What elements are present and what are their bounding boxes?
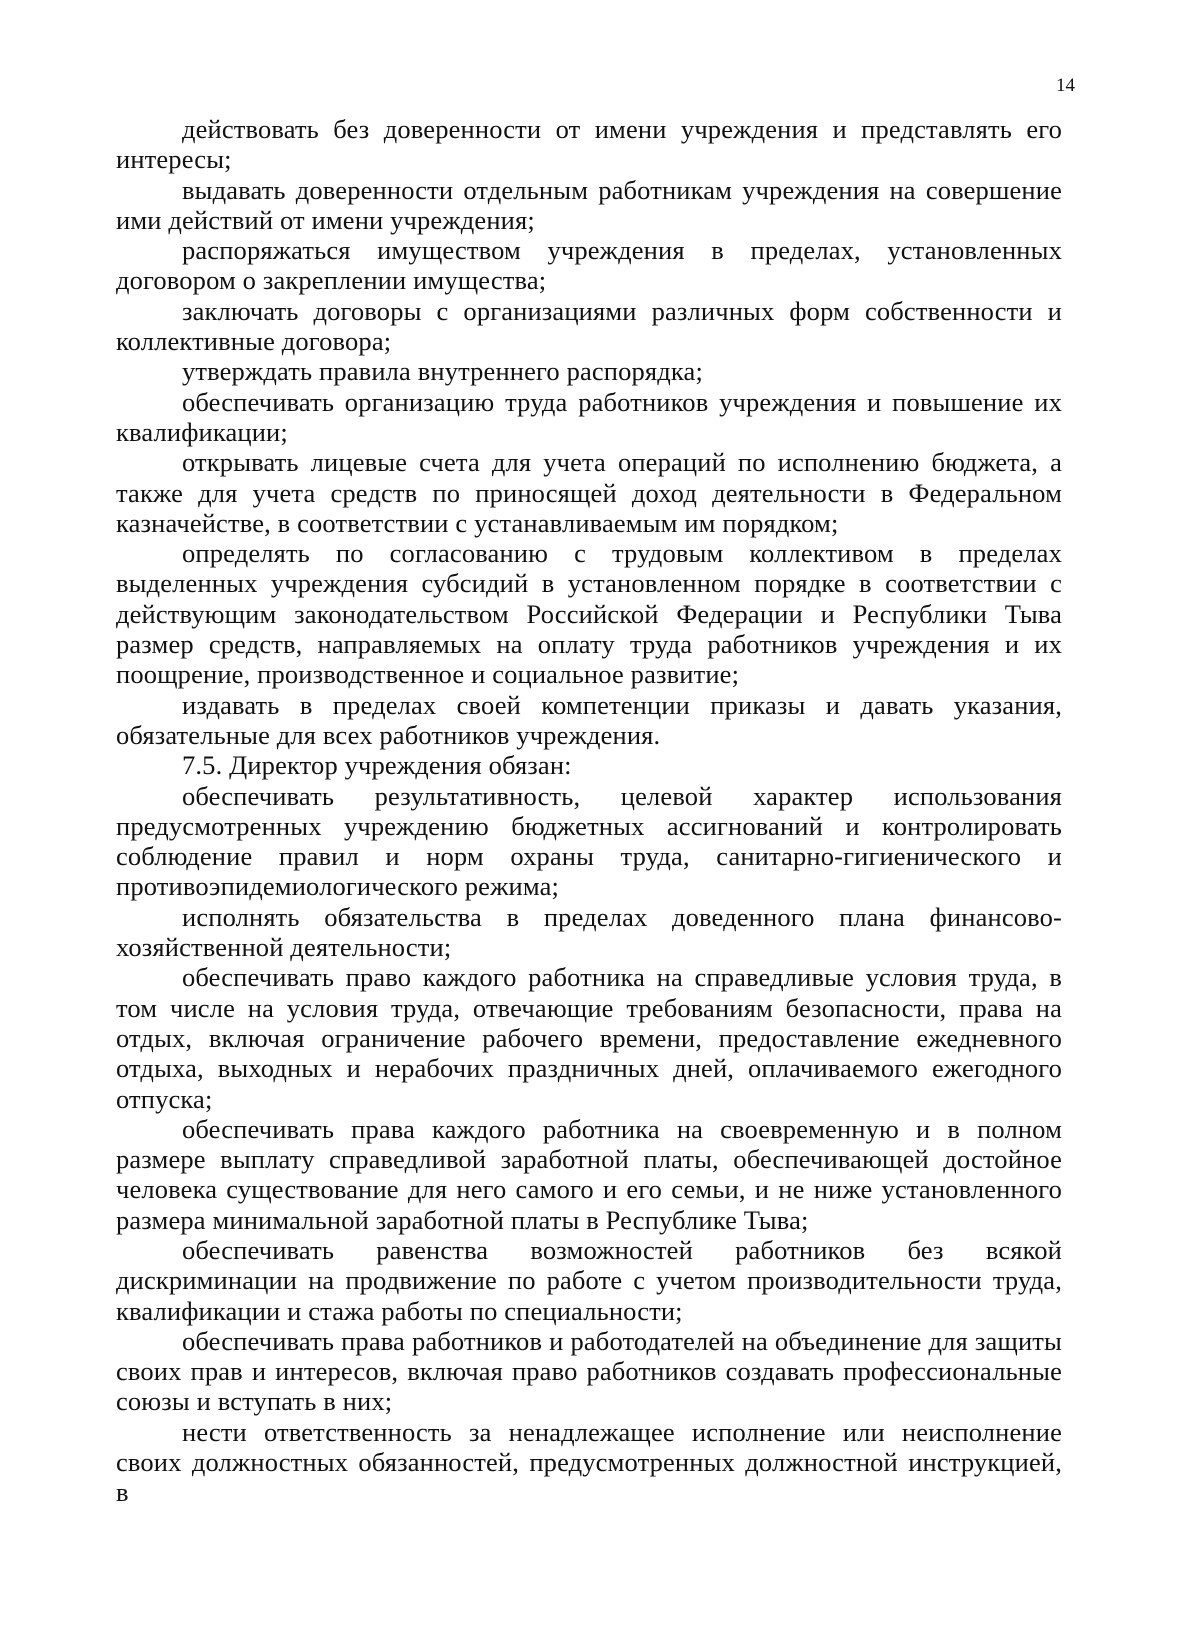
paragraph: определять по согласованию с трудовым коллективом в пределах выделенных учреждения субсидий в установленном порядке в соответствии с действующим законодательством Российской Федерации и Республики Тыва размер средств, направляемых на оплату труда работников учреждения и их поощрение, производственное и социальное развитие; <box>116 538 1062 690</box>
paragraph: распоряжаться имуществом учреждения в пределах, установленных договором о закреплении имущества; <box>116 235 1062 296</box>
paragraph: издавать в пределах своей компетенции приказы и давать указания, обязательные для всех работников учреждения. <box>116 689 1062 750</box>
paragraph: утверждать правила внутреннего распорядка; <box>182 356 703 387</box>
paragraph: обеспечивать права работников и работодателей на объединение для защиты своих прав и интересов, включая право работников создавать профессиональные союзы и вступать в них; <box>116 1325 1062 1417</box>
paragraph: исполнять обязательства в пределах доведенного плана финансово-хозяйственной деятельности; <box>116 901 1062 963</box>
paragraph: открывать лицевые счета для учета операций по исполнению бюджета, а также для учета средств по приносящей доход деятельности в Федеральном казначействе, в соответствии с устанавливаемым им порядком; <box>116 447 1062 538</box>
page-number: 14 <box>1056 75 1075 96</box>
paragraph: нести ответственность за ненадлежащее исполнение или неисполнение своих должностных обязанностей, предусмотренных должностной инструкцией, в <box>116 1416 1062 1508</box>
paragraph: обеспечивать организацию труда работников учреждения и повышение их квалификации; <box>116 386 1062 447</box>
paragraph: обеспечивать результативность, целевой характер использования предусмотренных учреждению бюджетных ассигнований и контролировать соблюдение правил и норм охраны труда, санитарно-гигиенического и противоэпидемиологического режима; <box>116 780 1062 902</box>
paragraph: обеспечивать равенства возможностей работников без всякой дискриминации на продвижение по работе с учетом производительности труда, квалификации и стажа работы по специальности; <box>116 1234 1062 1326</box>
paragraph: обеспечивать право каждого работника на справедливые условия труда, в том числе на условия труда, отвечающие требованиям безопасности, права на отдых, включая ограничение рабочего времени, предоставление ежедневного отдыха, выходных и нерабочих праздничных дней, оплачиваемого ежегодного отпуска; <box>116 962 1062 1114</box>
paragraph: заключать договоры с организациями различных форм собственности и коллективные договора; <box>116 295 1062 357</box>
paragraph: выдавать доверенности отдельным работникам учреждения на совершение ими действий от имени учреждения; <box>116 174 1062 235</box>
section-heading: 7.5. Директор учреждения обязан: <box>182 750 572 781</box>
paragraph: обеспечивать права каждого работника на своевременную и в полном размере выплату справедливой заработной платы, обеспечивающей достойное человека существование для него самого и его семьи, и не ниже установленного размера минимальной заработной платы в Республике Тыва; <box>116 1113 1062 1235</box>
paragraph: действовать без доверенности от имени учреждения и представлять его интересы; <box>116 114 1062 175</box>
document-body <box>116 114 1062 1508</box>
